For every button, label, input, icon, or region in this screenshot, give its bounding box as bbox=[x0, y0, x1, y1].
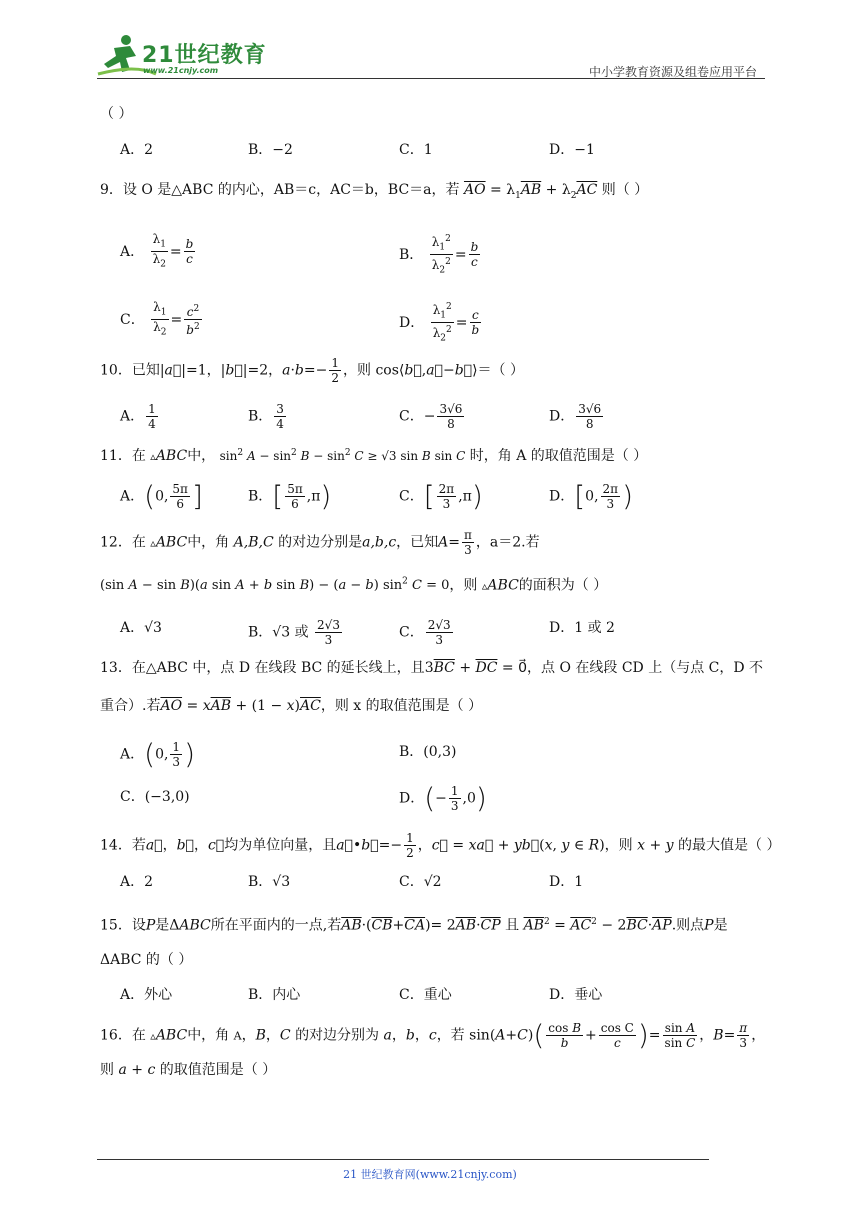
q12-stem: 12．在 ▵ABC中，角 A,B,C 的对边分别是a,b,c，已知A= $\frac{\pi}{3}$ ，a＝2.若 bbox=[100, 528, 540, 557]
q13-line2: 重合）.若$\overline{AO} = x\overline{AB} + (1 - x)\overline{AC}$，则 x 的取值范围是（ ） bbox=[100, 698, 483, 714]
q9-option-a: A． $\frac{\lambda_1}{\lambda_2}$ = $\frac{b}{c}$ bbox=[120, 232, 194, 270]
q12-option-a: A．√3 bbox=[120, 620, 162, 636]
logo-url: www.21cnjy.com bbox=[143, 66, 219, 75]
q9-option-b: B． $\frac{\lambda_1^2}{\lambda_2^2}$ = $\frac{b}{c}$ bbox=[399, 234, 479, 276]
footer-divider bbox=[97, 1159, 709, 1160]
q15-line2: ΔABC 的（ ） bbox=[100, 952, 193, 968]
q14-option-b: B．√3 bbox=[248, 874, 291, 890]
q13-option-b: B．(0,3) bbox=[399, 744, 457, 760]
q15-option-d: D．垂心 bbox=[549, 987, 603, 1003]
q12-line2: (sin A − sin B)(a sin A + b sin B) − (a − b) $\sin^2 C = 0$，则 ▵ABC的面积为（ ） bbox=[100, 577, 608, 594]
q10-option-c: C．− $\frac{3√6}{8}$ bbox=[399, 402, 463, 431]
q14-option-a: A．2 bbox=[120, 874, 154, 890]
q11-option-d: D．[0, $\frac{2\pi}{3}$ ) bbox=[549, 479, 633, 513]
q9-option-c: C． $\frac{\lambda_1}{\lambda_2}$ = $\frac{c^2}{b^2}$ bbox=[120, 300, 200, 338]
q15-option-b: B．内心 bbox=[248, 987, 301, 1003]
q11-option-c: C．[ $\frac{2\pi}{3}$ ,π) bbox=[399, 479, 483, 513]
header-divider bbox=[97, 78, 765, 79]
q15-option-c: C．重心 bbox=[399, 987, 452, 1003]
platform-title: 中小学教育资源及组卷应用平台 bbox=[588, 65, 757, 79]
logo-text: 21世纪教育 bbox=[142, 43, 267, 68]
q10-option-d: D． $\frac{3√6}{8}$ bbox=[549, 402, 602, 431]
q11-option-a: A．(0, $\frac{5\pi}{6}$ ] bbox=[120, 479, 203, 513]
q8-option-b: B．−2 bbox=[248, 142, 293, 158]
q8-paren: （ ） bbox=[100, 106, 133, 122]
q12-option-b: B．√3 或 $\frac{2√3}{3}$ bbox=[248, 618, 340, 647]
q12-option-c: C． $\frac{2√3}{3}$ bbox=[399, 618, 451, 647]
q9-option-d: D． $\frac{\lambda_1^2}{\lambda_2^2}$ = $\frac{c}{b}$ bbox=[399, 302, 480, 344]
q14-option-d: D．1 bbox=[549, 874, 584, 890]
q13-option-a: A．(0, $\frac{1}{3}$ ) bbox=[120, 737, 195, 771]
q8-option-d: D．−1 bbox=[549, 142, 595, 158]
q8-option-a: A．2 bbox=[120, 142, 154, 158]
q10-option-a: A． $\frac{1}{4}$ bbox=[120, 402, 156, 431]
q14-stem: 14．若a⃗，b⃗，c⃗均为单位向量，且a⃗•b⃗=− $\frac{1}{2}$ ，c⃗ = xa⃗ + yb⃗(x, y ∈ R)，则 x + y 的最大值是（ ） bbox=[100, 831, 781, 860]
q11-stem: 11．在 ▵ABC中， $\sin^2 A - \sin^2 B - \sin^2 C \ge √3$ sin B sin C 时，角 A 的取值范围是（ ） bbox=[100, 448, 648, 464]
q13-line1: 13．在△ABC 中，点 D 在线段 BC 的延长线上，且$3\overline{BC} + \overline{DC}$ = 0⃗，点 O 在线段 CD 上（与点 C，D 不 bbox=[100, 660, 764, 676]
q13-option-d: D．(− $\frac{1}{3}$ ,0) bbox=[399, 781, 487, 815]
q10-stem: 10．已知|a⃗|=1，|b⃗|=2，a·b=− $\frac{1}{2}$ ，则 cos⟨b⃗,a⃗−b⃗⟩＝（ ） bbox=[100, 356, 524, 385]
q14-option-c: C．√2 bbox=[399, 874, 442, 890]
q10-option-b: B． $\frac{3}{4}$ bbox=[248, 402, 284, 431]
q15-option-a: A．外心 bbox=[120, 987, 173, 1003]
q13-option-c: C．(−3,0) bbox=[120, 789, 190, 805]
q16-line2: 则 a + c 的取值范围是（ ） bbox=[100, 1062, 277, 1078]
q16-line1: 16．在 ▵ABC中，角 A，B，C 的对边分别为 a，b，c，若 sin(A+C)( $\frac{\text{cos B}}{b}$ + $\frac{\text{cos C}}{c}$ )= $\frac{\text{sin A}}{\text{sin C}}$ ，B= $\frac{\pi}{3}$ ， bbox=[100, 1018, 766, 1052]
q15-line1: 15．设P是ΔABC所在平面内的一点,若$\overline{AB}\cdot(\overline{CB}+\overline{CA})= 2\overline{AB}\cdot\overline{CP}$ 且 $\overline{AB}^2 = \overline{AC}^2 - 2\overline{BC}\cdot\overline{AP}$.则点P是 bbox=[100, 917, 728, 934]
q8-option-c: C．1 bbox=[399, 142, 433, 158]
q12-option-d: D．1 或 2 bbox=[549, 620, 615, 636]
footer-link[interactable]: 21 世纪教育网(www.21cnjy.com) bbox=[343, 1168, 517, 1181]
q11-option-b: B．[ $\frac{5\pi}{6}$ ,π) bbox=[248, 479, 332, 513]
q9-stem: 9．设 O 是△ABC 的内心，AB＝c，AC＝b，BC＝a，若 $\overline{AO} = \lambda_1\overline{AB} + \lambda_2\overline{AC}$ 则（ ） bbox=[100, 182, 649, 201]
